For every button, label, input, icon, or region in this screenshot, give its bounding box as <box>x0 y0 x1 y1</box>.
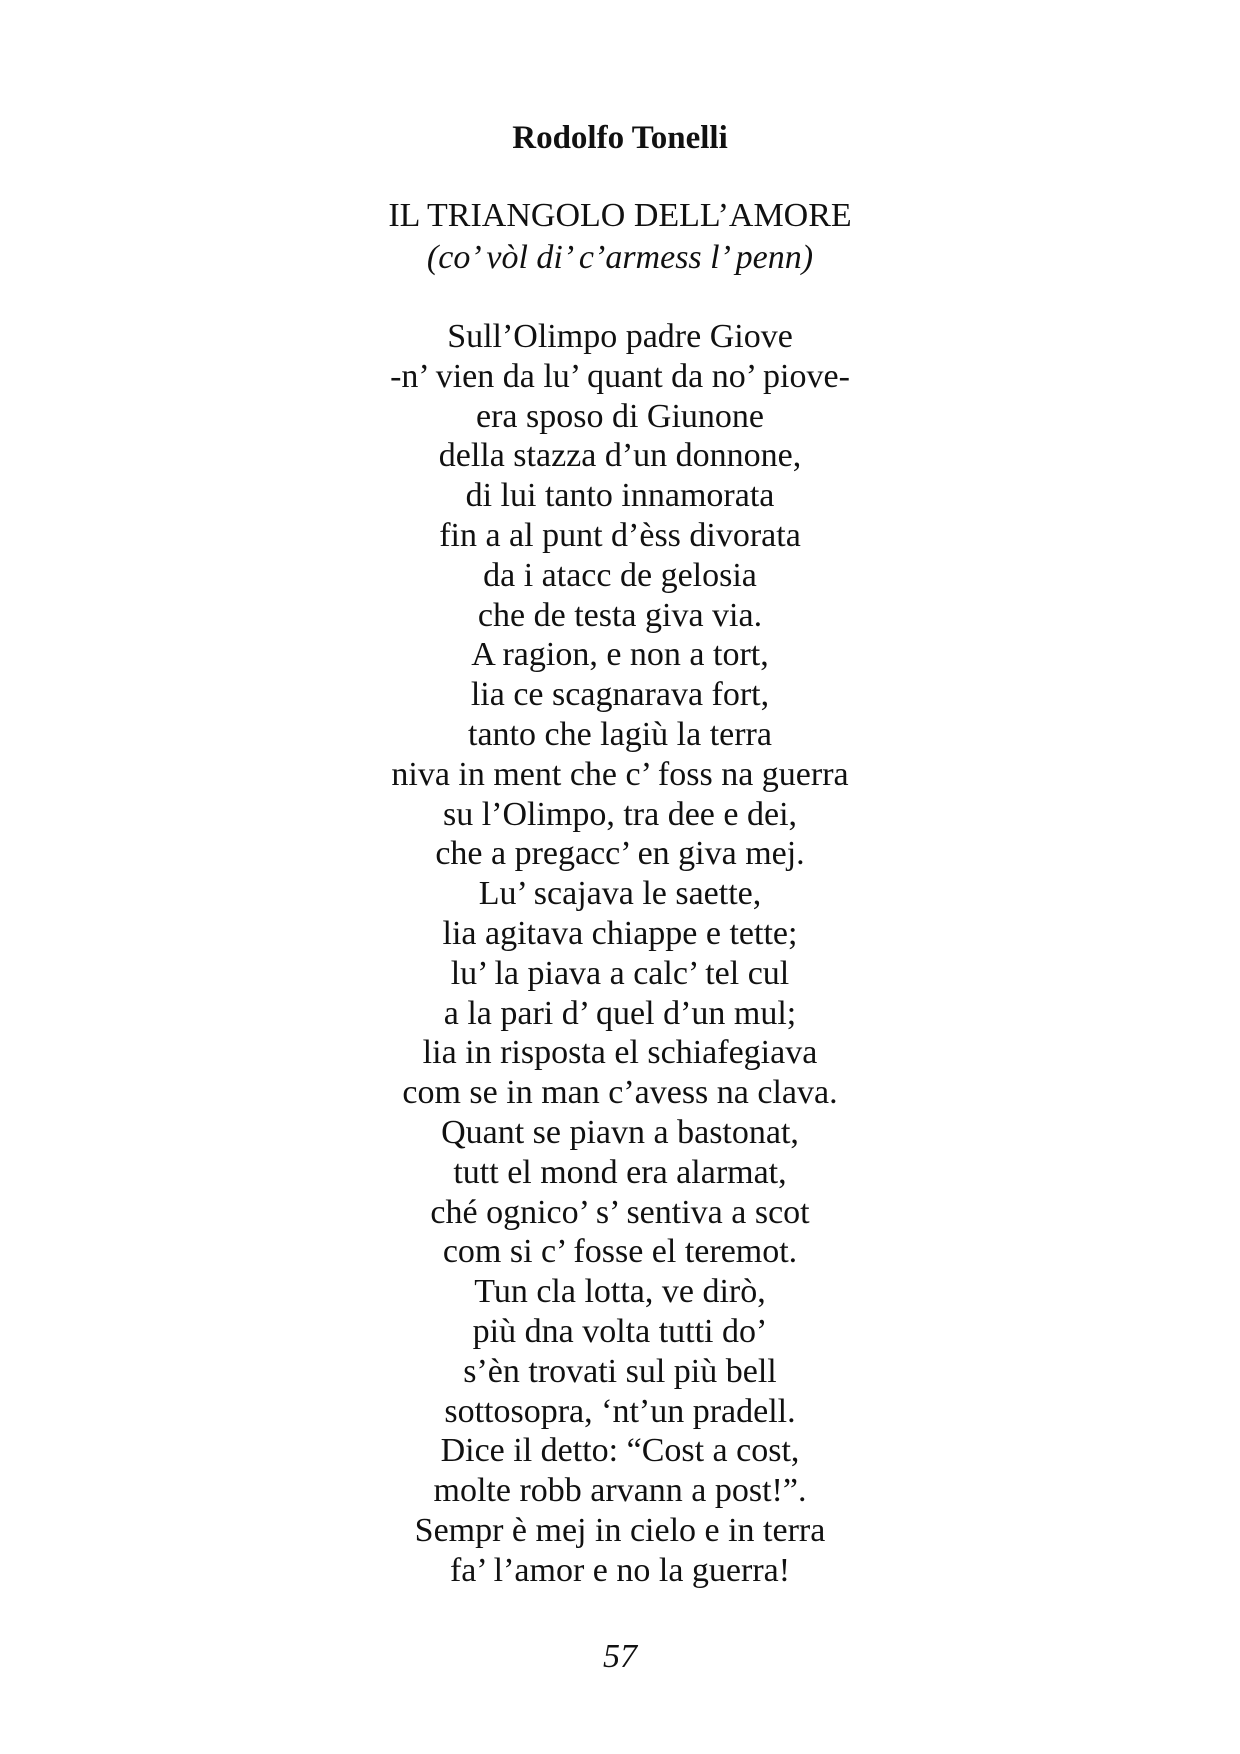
poem-line: più dna volta tutti do’ <box>472 1312 768 1350</box>
poem-line: Lu’ scajava le saette, <box>478 875 762 913</box>
poem-line: sottosopra, ‘nt’un pradell. <box>444 1392 796 1430</box>
poem-line: A ragion, e non a tort, <box>471 636 769 674</box>
poem-line: Dice il detto: “Cost a cost, <box>440 1432 800 1470</box>
poem-line: da i atacc de gelosia <box>483 556 757 594</box>
poem-line: -n’ vien da lu’ quant da no’ piove- <box>390 357 850 395</box>
poem-line: fa’ l’amor e no la guerra! <box>449 1551 791 1589</box>
poem-subtitle: (co’ vòl di’ c’armess l’ penn) <box>426 239 814 276</box>
poem-line: com se in man c’avess na clava. <box>402 1074 838 1112</box>
poem-line: Sull’Olimpo padre Giove <box>447 318 793 355</box>
poem-line: della stazza d’un donnone, <box>438 437 802 475</box>
poem-line: tanto che lagiù la terra <box>468 715 772 753</box>
poem-line: Sempr è mej in cielo e in terra <box>414 1511 826 1549</box>
poem-line: a la pari d’ quel d’un mul; <box>443 994 797 1032</box>
poem-line: era sposo di Giunone <box>475 397 764 435</box>
poem-line: lia ce scagnarava fort, <box>470 676 770 714</box>
poem-line: ché ognico’ s’ sentiva a scot <box>430 1193 810 1231</box>
poem-line: lu’ la piava a calc’ tel cul <box>450 954 790 992</box>
poem-body <box>0 317 1240 1591</box>
poem-line: s’èn trovati sul più bell <box>463 1352 777 1390</box>
page-number: 57 <box>603 1638 637 1675</box>
poem-line: su l’Olimpo, tra dee e dei, <box>442 795 798 833</box>
poem-line: che a pregacc’ en giva mej. <box>435 835 805 873</box>
poem-line: niva in ment che c’ foss na guerra <box>391 755 849 793</box>
poem-line: lia in risposta el schiafegiava <box>422 1034 818 1072</box>
poem-line: molte robb arvann a post!”. <box>433 1472 807 1510</box>
poem-line: lia agitava chiappe e tette; <box>442 914 798 952</box>
poem-line: di lui tanto innamorata <box>465 477 775 515</box>
poem-line: che de testa giva via. <box>477 596 763 634</box>
poem-line: com si c’ fosse el teremot. <box>442 1233 798 1271</box>
poem-line: Quant se piavn a bastonat, <box>441 1113 799 1151</box>
author-name: Rodolfo Tonelli <box>512 120 728 156</box>
poem-line: tutt el mond era alarmat, <box>453 1153 787 1191</box>
poem-line: fin a al punt d’èss divorata <box>439 516 801 554</box>
poem-title: IL TRIANGOLO DELL’AMORE <box>388 197 852 234</box>
poem-line: Tun cla lotta, ve dirò, <box>474 1273 766 1311</box>
